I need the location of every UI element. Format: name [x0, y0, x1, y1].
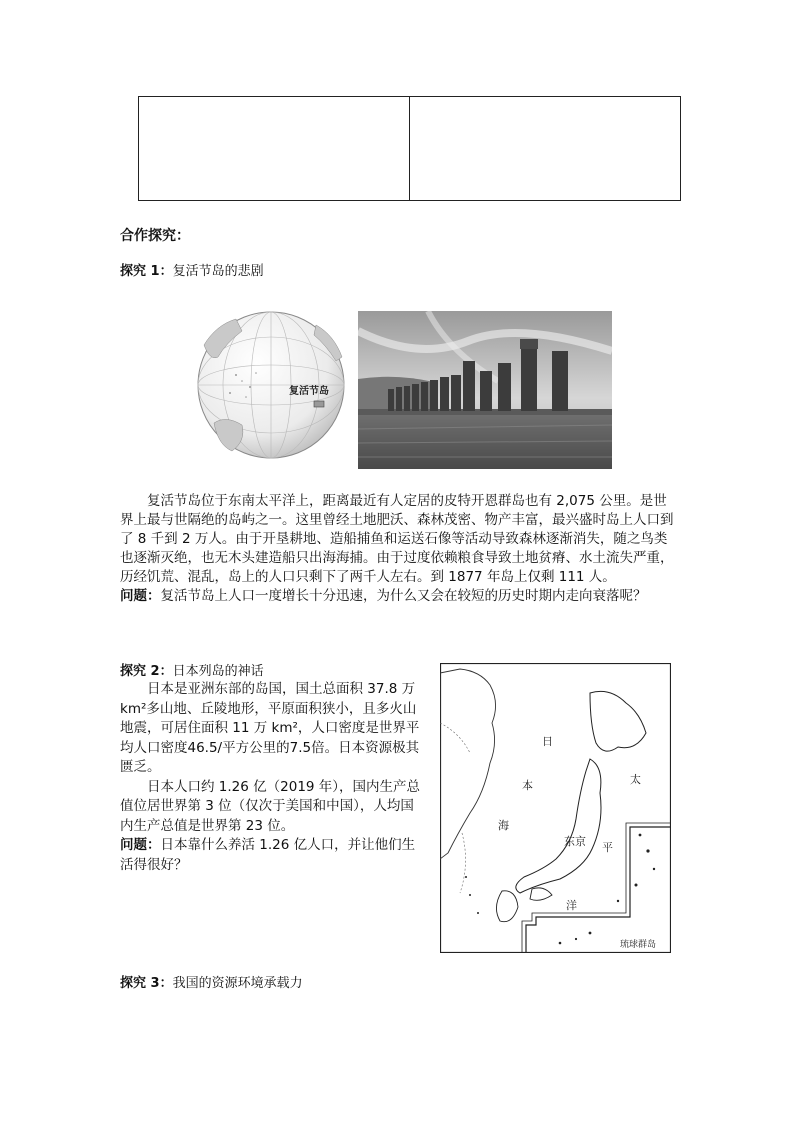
japan-map — [440, 663, 671, 953]
inquiry1-heading — [120, 260, 264, 279]
inquiry2-p1-line1: 日本是亚洲东部的岛国，国土总面积 37.8 万 — [147, 681, 416, 697]
inquiry2-question-line2: 活得很好？ — [120, 856, 188, 873]
section-title: 合作探究： — [120, 228, 190, 244]
inquiry2-question-line1 — [120, 836, 432, 856]
map-label-sea-3: 海 — [498, 819, 509, 832]
inquiry2-title: 日本列岛的神话 — [172, 664, 264, 679]
inquiry1-question-label: 问题： — [120, 588, 161, 604]
map-label-ocean-3: 洋 — [566, 899, 577, 912]
map-label-sea-1: 日 — [542, 735, 553, 748]
map-label-sea-2: 本 — [522, 779, 533, 792]
inquiry2-p1-line5: 匮乏。 — [120, 759, 161, 775]
inquiry2-p2-line2: 值位居世界第 3 位（仅次于美国和中国），人均国 — [120, 798, 414, 814]
inquiry2-p1-line4: 均人口密度46.5/平方公里的7.5倍。日本资源极其 — [120, 739, 420, 756]
inquiry2-number: 探究 2： — [120, 664, 173, 679]
inquiry2-question-text1: 日本靠什么养活 1.26 亿人口，并让他们生 — [160, 837, 416, 853]
map-label-ryukyu: 琉球群岛 — [620, 940, 657, 950]
inquiry3-number: 探究 3： — [120, 976, 173, 991]
moai-photo — [358, 311, 612, 469]
map-label-ocean-2: 平 — [602, 841, 613, 854]
blank-table — [138, 96, 681, 201]
inquiry1-paragraph-block — [120, 492, 674, 606]
inquiry1-title: 复活节岛的悲剧 — [172, 264, 264, 279]
inquiry2-p1-line3: 地震，可居住面积 11 万 km²，人口密度是世界平 — [120, 720, 420, 736]
table-column-divider — [409, 97, 410, 200]
inquiry2-p2-line1: 日本人口约 1.26 亿（2019 年），国内生产总 — [147, 778, 421, 795]
inquiry3-heading — [120, 972, 303, 991]
inquiry1-paragraph: 复活节岛位于东南太平洋上，距离最近有人定居的皮特开恩群岛也有 2,075 公里。是世界上最与世隔绝的岛屿之一。这里曾经土地肥沃、森林茂密、物产丰富，最兴盛时岛上人口到了 8 千到 2 万人。由于开垦耕地、造船捕鱼和运送石像等活动导致森林逐渐消失，随之鸟类也逐渐灭绝，也无木头建造船只出海海捕。由于过度依赖粮食导致土地贫瘠、水土流失严重，历经饥荒、混乱，岛上的人口只剩下了两千人左右。到 1877 年岛上仅剩 111 人。 — [120, 493, 674, 585]
map-label-ocean-1: 太 — [630, 773, 641, 786]
inquiry2-p2-line3: 内生产总值是世界第 23 位。 — [120, 817, 295, 834]
inquiry2-p1-line2: km²多山地、丘陵地形，平原面积狭小，且多火山 — [120, 700, 417, 717]
inquiry2-text-block — [120, 680, 432, 875]
globe-label: 复活节岛 — [289, 386, 329, 397]
inquiry1-question-text: 复活节岛上人口一度增长十分迅速，为什么又会在较短的历史时期内走向衰落呢？ — [160, 588, 647, 604]
map-label-tokyo: 东京 — [564, 835, 586, 848]
inquiry2-heading — [120, 660, 264, 679]
globe-image — [196, 305, 346, 465]
inquiry1-number: 探究 1： — [120, 264, 173, 279]
inquiry3-title: 我国的资源环境承载力 — [172, 976, 303, 991]
inquiry2-question-label: 问题： — [120, 837, 161, 853]
inquiry1-question — [120, 587, 674, 606]
